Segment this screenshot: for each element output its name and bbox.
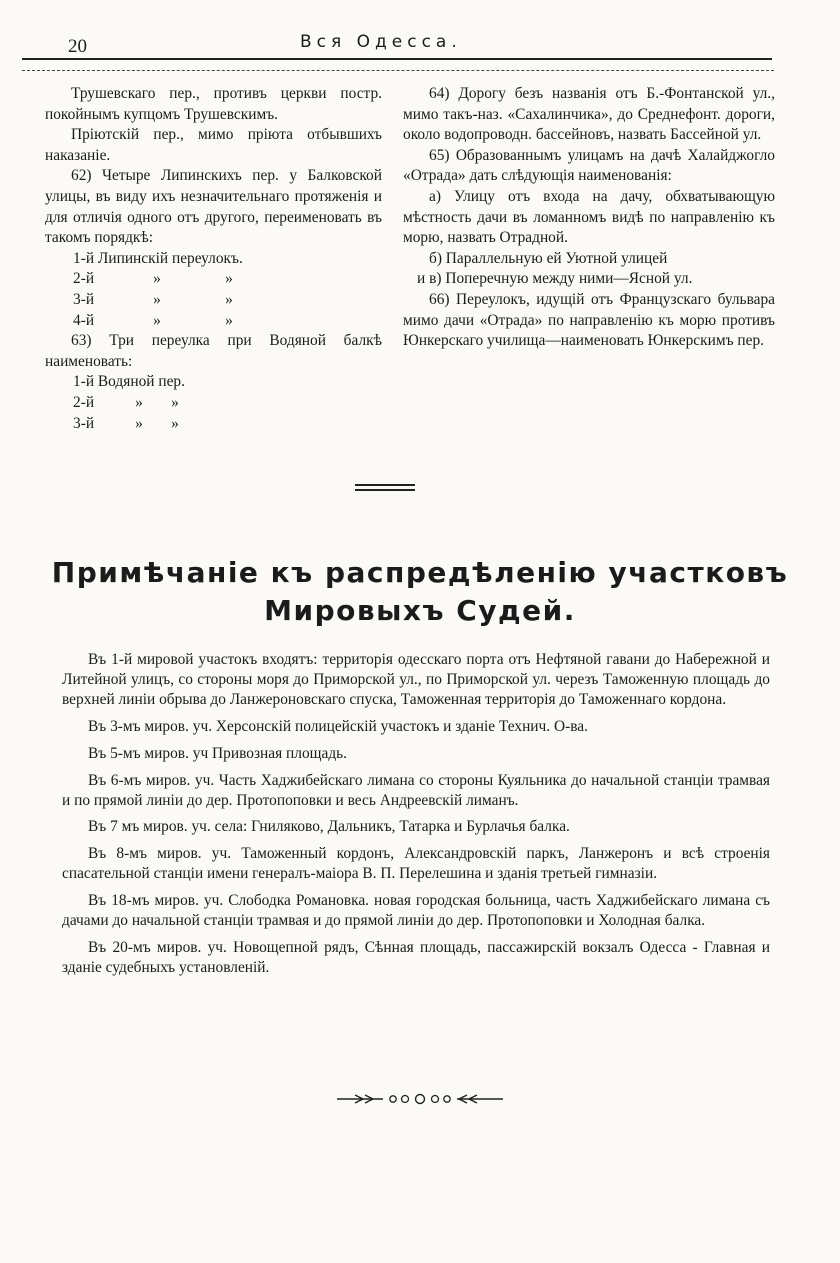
paragraph: Въ 6-мъ миров. уч. Часть Хаджибейскаго лимана со стороны Куяльника до начальной станціи трамвая и по прямой линіи до дер. Протопоповки и весь Андреевскій лиманъ.	[62, 771, 770, 809]
paragraph: Трушевскаго пер., противъ церкви постр. покойнымъ купцомъ Трушевскимъ.	[45, 85, 382, 123]
paragraph: 62) Четыре Липинскихъ пер. у Балковской улицы, въ виду ихъ незначительнаго протяженія и для отличія одного отъ другого, переименовать въ такомъ порядкѣ:	[45, 167, 382, 247]
list-item: 3-й » »	[73, 290, 233, 308]
header-rule-dotted	[22, 70, 774, 71]
section-divider	[355, 484, 415, 494]
paragraph: Въ 5-мъ миров. уч Привозная площадь.	[88, 744, 348, 762]
list-item: 1-й Водяной пер.	[73, 373, 185, 391]
paragraph: б) Параллельную ей Уютной улицей	[429, 249, 668, 267]
section-title-line-2: Мировыхъ Судей.	[264, 594, 576, 627]
paragraph: Въ 18-мъ миров. уч. Слободка Романовка. новая городская больница, часть Хаджибейскаго лимана съ дачами до начальной станціи трамвая и до прямой линіи до дер. Протопоповки и Холодная балка.	[62, 892, 770, 930]
paragraph: Въ 8-мъ миров. уч. Таможенный кордонъ, Александровскій паркъ, Ланжеронъ и всѣ строенія спасательной станціи имени генералъ-маіора В. П. Перелешина и зданія третьей гимназіи.	[62, 845, 770, 883]
section-body	[62, 650, 770, 985]
list-item: 1-й Липинскій переулокъ.	[73, 249, 243, 267]
header-rule	[22, 58, 772, 60]
list-item: 4-й » »	[73, 311, 233, 329]
paragraph: Пріютскій пер., мимо пріюта отбывшихъ наказаніе.	[45, 126, 382, 164]
paragraph: 65) Образованнымъ улицамъ на дачѣ Халайджогло «Отрада» дать слѣдующія наименованія:	[403, 146, 775, 185]
list-item: 2-й » »	[73, 270, 233, 288]
paragraph: 66) Переулокъ, идущій отъ Французскаго бульвара мимо дачи «Отрада» по направленію къ морю противъ Юнкерскаго училища—наименовать Юнкерскимъ пер.	[403, 290, 775, 350]
list-item: 3-й » »	[73, 414, 179, 432]
list-item: 2-й » »	[73, 393, 179, 411]
paragraph: и в) Поперечную между ними—Ясной ул.	[417, 270, 693, 288]
paragraph: Въ 1-й мировой участокъ входятъ: территорія одесскаго порта отъ Нефтяной гавани до Набережной и Литейной улицъ, со стороны моря до Приморской ул., по Приморской ул. черезъ Таможенную площадь до верхней линіи обрыва до Ланжероновскаго спуска, Таможенная территорія до Таможеннаго кордона.	[62, 651, 770, 709]
paragraph: Въ 7 мъ миров. уч. села: Гниляково, Дальникъ, Татарка и Бурлачья балка.	[88, 818, 570, 836]
paragraph: а) Улицу отъ входа на дачу, обхватывающую мѣстность дачи въ ломанномъ видѣ по направленію къ морю, назвать Отрадной.	[403, 187, 775, 247]
running-title: Вся Одесса.	[300, 32, 462, 52]
paragraph: 64) Дорогу безъ названія отъ Б.-Фонтанской ул., мимо такъ-наз. «Сахалинчика», до Среднефонт. дороги, около водопроводн. бассейновъ, назвать Бассейной ул.	[403, 85, 775, 144]
list-63	[45, 372, 382, 434]
section-title-line-1: Примѣчаніе къ распредѣленію участковъ	[51, 556, 789, 589]
paragraph: Въ 3-мъ миров. уч. Херсонскій полицейскій участокъ и зданіе Технич. О-ва.	[88, 718, 588, 736]
paragraph: Въ 20-мъ миров. уч. Новощепной рядъ, Сѣнная площадь, пассажирскій вокзалъ Одесса - Главная и зданіе судебныхъ установленій.	[62, 938, 770, 977]
left-column	[45, 84, 382, 434]
list-62	[45, 249, 382, 331]
ornament-icon	[0, 1092, 840, 1110]
right-column	[403, 84, 775, 352]
paragraph: 63) Три переулка при Водяной балкѣ наименовать:	[45, 332, 382, 370]
page-number: 20	[68, 36, 87, 57]
